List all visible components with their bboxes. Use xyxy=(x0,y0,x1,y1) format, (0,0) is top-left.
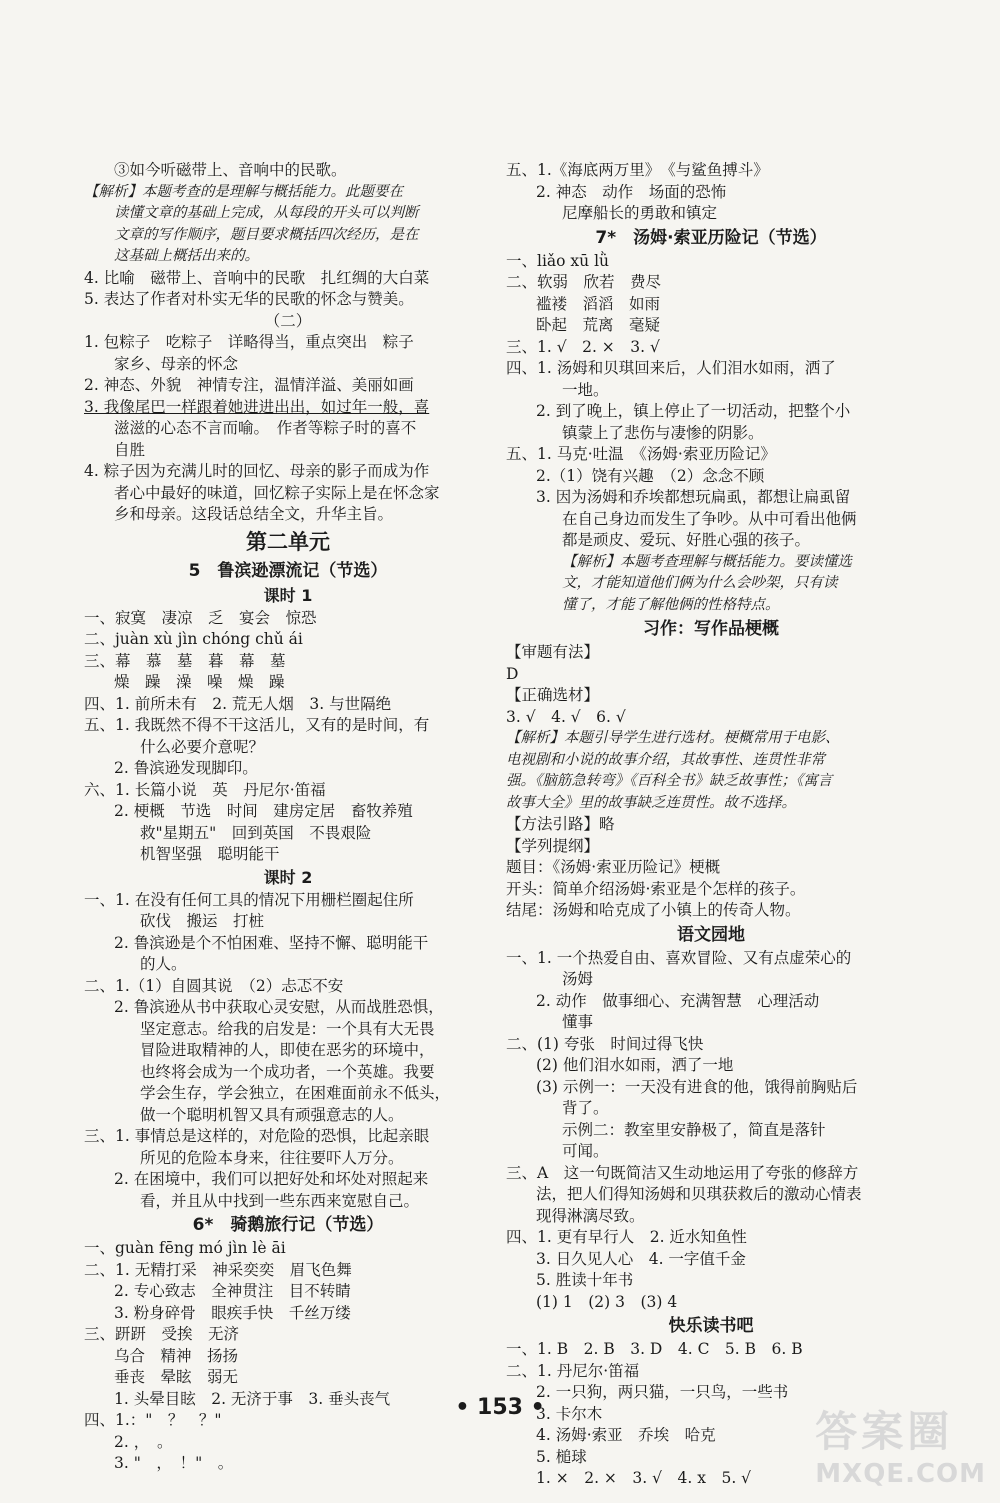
left-line: 救"星期五" 回到英国 不畏艰险 xyxy=(140,823,372,842)
right-line: 背了。 xyxy=(562,1099,609,1117)
left-line: 3. 粉身碎骨 眼疾手快 千丝万缕 xyxy=(114,1303,351,1322)
right-line: 【解析】本题引导学生进行选材。梗概常用于电影、 xyxy=(506,730,840,746)
right-line: 2.（1）饶有兴趣 （2）念念不顾 xyxy=(536,466,765,485)
left-line: 做一个聪明机智又具有顽强意志的人。 xyxy=(140,1105,404,1124)
right-line: 2. 神态 动作 场面的恐怖 xyxy=(536,182,727,201)
right-line: (2) 他们泪水如雨，洒了一地 xyxy=(536,1056,734,1074)
left-line: 二、1.（1）自圆其说 （2）忐忑不安 xyxy=(84,976,344,995)
left-line: 三、幕 慕 墓 暮 幕 墓 xyxy=(84,651,286,670)
right-line: 3. 因为汤姆和乔埃都想玩扁虱，都想让扁虱留 xyxy=(536,488,851,506)
left-line: 1. 包粽子 吃粽子 详略得当，重点突出 粽子 xyxy=(84,333,414,351)
left-line: ③如今听磁带上、音响中的民歌。 xyxy=(114,161,347,179)
right-line: 三、1. √ 2. × 3. √ xyxy=(506,337,660,356)
watermark-logo-text: 答案圈 xyxy=(815,1407,954,1456)
left-line: 文章的写作顺序，题目要求概括四次经历，是在 xyxy=(114,226,419,243)
left-line: 六、1. 长篇小说 英 丹尼尔·笛福 xyxy=(84,780,326,799)
right-line: 二、软弱 欣若 费尽 xyxy=(506,273,662,291)
left-line: 五、1. 我既然不得不干这活儿，又有的是时间，有 xyxy=(84,716,430,734)
right-line: 懂事 xyxy=(562,1013,594,1031)
right-line: 现得淋漓尽致。 xyxy=(536,1206,645,1225)
left-line: 3. " ， ！" 。 xyxy=(114,1454,234,1472)
left-line: 2. 专心致志 全神贯注 目不转睛 xyxy=(114,1282,351,1300)
left-line: 1. 头晕目眩 2. 无济于事 3. 垂头丧气 xyxy=(114,1389,391,1408)
right-line: 4. 汤姆·索亚 乔埃 哈克 xyxy=(536,1426,716,1444)
right-line: 2. 一只狗，两只猫，一只鸟，一些书 xyxy=(536,1383,789,1401)
right-line: 五、1. 马克·吐温 《汤姆·索亚历险记》 xyxy=(506,445,776,463)
right-line: 【审题有法】 xyxy=(506,643,600,661)
left-line: 二、1. 无精打采 神采奕奕 眉飞色舞 xyxy=(84,1260,352,1279)
right-line: 四、1. 汤姆和贝琪回来后，人们泪水如雨，洒了 xyxy=(506,359,836,377)
left-line: 读懂文章的基础上完成，从每段的开头可以判断 xyxy=(114,205,419,221)
left-line: 【解析】本题考查的是理解与概括能力。此题要在 xyxy=(84,183,403,200)
left-line: 4. 比喻 磁带上、音响中的民歌 扎红绸的大白菜 xyxy=(84,268,430,287)
right-line: 1. × 2. × 3. √ 4. x 5. √ xyxy=(536,1469,752,1487)
left-line: 看，并且从中找到一些东西来宽慰自己。 xyxy=(140,1191,420,1210)
left-line: 2. 梗概 节选 时间 建房定居 畜牧养殖 xyxy=(114,802,413,820)
right-line: 7* 汤姆·索亚历险记（节选） xyxy=(595,227,827,248)
right-line: 习作：写作品梗概 xyxy=(643,619,779,639)
left-line: 冒险进取精神的人，即使在恶劣的环境中， xyxy=(140,1041,435,1059)
right-line: 四、1. 更有早行人 2. 近水知鱼性 xyxy=(506,1228,747,1246)
right-line: 3. 卡尔木 xyxy=(536,1404,603,1423)
left-line: 2. 鲁滨逊从书中获取心灵安慰，从而战胜恐惧， xyxy=(114,998,444,1016)
left-line: 学会生存，学会独立，在困难面前永不低头， xyxy=(140,1084,451,1102)
left-line: 3. 我像尾巴一样跟着她进进出出，如过年一般，喜 xyxy=(84,397,430,416)
right-line: 【解析】本题考查理解与概括能力。要读懂选 xyxy=(562,553,852,570)
left-line: 砍伐 搬运 打桩 xyxy=(140,912,265,930)
right-line: 汤姆 xyxy=(562,970,594,988)
right-line: 题目：《汤姆·索亚历险记》梗概 xyxy=(506,858,721,876)
left-column xyxy=(84,160,492,1475)
left-line: 什么必要介意呢？ xyxy=(140,737,265,756)
left-line: （二） xyxy=(264,311,312,330)
right-line: 故事大全》里的故事缺乏连贯性。故不选择。 xyxy=(506,794,796,811)
left-line: 二、juàn xù jìn chóng chǔ ái xyxy=(84,630,303,648)
left-line: 5 鲁滨逊漂流记（节选） xyxy=(188,560,388,581)
left-line: 滋滋的心态不言而喻。 作者等粽子时的喜不 xyxy=(114,419,417,437)
left-line: 课时 2 xyxy=(263,867,313,887)
left-line: 机智坚强 聪明能干 xyxy=(140,845,280,863)
right-column xyxy=(506,160,916,1490)
right-line: 法，把人们得知汤姆和贝琪获救后的激动心情表 xyxy=(536,1185,862,1203)
right-line: 一地。 xyxy=(562,380,609,399)
watermark xyxy=(815,1399,986,1489)
left-line: 2. 在困境中，我们可以把好处和坏处对照起来 xyxy=(114,1170,429,1188)
right-line: 都是顽皮、爱玩、好胜心强的孩子。 xyxy=(562,531,811,549)
right-line: 五、1.《海底两万里》 《与鲨鱼搏斗》 xyxy=(506,161,769,179)
right-line: 二、1. 丹尼尔·笛福 xyxy=(506,1361,640,1380)
right-line: 文，才能知道他们俩为什么会吵架，只有读 xyxy=(562,575,838,591)
left-line: 者心中最好的味道，回忆粽子实际上是在怀念家 xyxy=(114,483,440,502)
left-line: 四、1. 前所未有 2. 荒无人烟 3. 与世隔绝 xyxy=(84,694,392,713)
right-line: 电视剧和小说的故事介绍，其故事性、连贯性非常 xyxy=(506,751,825,768)
right-line: 快乐读书吧 xyxy=(668,1316,754,1336)
left-line: 2. 神态、外貌 神情专注，温情洋溢、美丽如画 xyxy=(84,376,414,394)
left-line: 乡和母亲。这段话总结全文，升华主旨。 xyxy=(114,505,394,523)
right-line: 【正确选材】 xyxy=(506,686,600,704)
right-line: 3. 日久见人心 4. 一字值千金 xyxy=(536,1249,746,1268)
right-line: 一、liǎo xū lǜ xyxy=(506,251,610,270)
left-line: 2. ， 。 xyxy=(114,1432,173,1451)
left-line: 一、寂寞 凄凉 乏 宴会 惊恐 xyxy=(84,608,317,627)
left-line: 垂丧 晕眩 弱无 xyxy=(114,1368,239,1386)
right-line: 褴褛 滔滔 如雨 xyxy=(536,294,661,313)
right-line: 开头：简单介绍汤姆·索亚是个怎样的孩子。 xyxy=(506,879,806,898)
left-line: 6* 骑鹅旅行记（节选） xyxy=(192,1215,384,1235)
left-line: 4. 粽子因为充满儿时的回忆、母亲的影子而成为作 xyxy=(84,462,430,480)
left-line: 2. 鲁滨逊是个不怕困难、坚持不懈、聪明能干 xyxy=(114,933,429,952)
right-line: (3) 示例一：一天没有进食的他，饿得前胸贴后 xyxy=(536,1077,858,1096)
left-line: 自胜 xyxy=(114,440,146,459)
right-line: 卧起 荒离 毫疑 xyxy=(536,316,661,334)
right-line: D xyxy=(506,664,519,683)
right-line: 强。《脑筋急转弯》《百科全书》缺乏故事性；《寓言 xyxy=(506,773,833,789)
right-line: 5. 槌球 xyxy=(536,1447,587,1466)
right-line: 可闻。 xyxy=(562,1142,609,1160)
left-line: 课时 1 xyxy=(263,585,313,605)
left-line: 坚定意志。给我的启发是：一个具有大无畏 xyxy=(140,1019,435,1038)
page-number: • 153 • xyxy=(455,1395,545,1420)
watermark-url: MXQE.COM xyxy=(815,1459,986,1489)
right-line: 懂了，才能了解他俩的性格特点。 xyxy=(562,596,780,613)
right-line: 镇蒙上了悲伤与凄惨的阴影。 xyxy=(562,423,764,442)
left-line: 乌合 精神 扬扬 xyxy=(114,1346,239,1365)
right-line: 【学列提纲】 xyxy=(506,836,600,855)
right-line: 在自己身边而发生了争吵。从中可看出他俩 xyxy=(562,509,857,528)
left-line: 这基础上概括出来的。 xyxy=(114,248,259,264)
left-line: 的人。 xyxy=(140,955,187,973)
left-line: 2. 鲁滨逊发现脚印。 xyxy=(114,759,258,777)
left-line: 三、1. 事情总是这样的，对危险的恐惧，比起亲眼 xyxy=(84,1127,430,1145)
right-line: 尼摩船长的勇敢和镇定 xyxy=(562,204,718,222)
left-line: 三、趼趼 受挨 无济 xyxy=(84,1325,240,1343)
right-line: 二、(1) 夸张 时间过得飞快 xyxy=(506,1034,704,1053)
left-line: 也终将会成为一个成功者，一个英雄。我要 xyxy=(140,1062,435,1081)
right-line: 5. 胜读十年书 xyxy=(536,1271,634,1289)
right-line: 结尾：汤姆和哈克成了小镇上的传奇人物。 xyxy=(506,901,801,919)
left-line: 一、1. 在没有任何工具的情况下用栅栏圈起住所 xyxy=(84,890,414,909)
left-line: 四、1.：" ？ ？" xyxy=(84,1411,222,1429)
left-line: 5. 表达了作者对朴实无华的民歌的怀念与赞美。 xyxy=(84,290,414,308)
right-line: 三、A 这一句既简洁又生动地运用了夸张的修辞方 xyxy=(506,1163,859,1182)
right-line: 示例二：教室里安静极了，简直是落针 xyxy=(562,1120,826,1139)
left-line: 第二单元 xyxy=(246,529,330,554)
right-line: (1) 1 (2) 3 (3) 4 xyxy=(536,1292,678,1311)
right-line: 2. 动作 做事细心、充满智慧 心理活动 xyxy=(536,991,820,1010)
right-line: 2. 到了晚上，镇上停止了一切活动，把整个小 xyxy=(536,402,851,420)
left-line: 燥 躁 澡 噪 燥 躁 xyxy=(114,673,285,691)
right-line: 【方法引路】略 xyxy=(506,815,615,833)
left-line: 家乡、母亲的怀念 xyxy=(114,354,239,373)
right-line: 一、1. 一个热爱自由、喜欢冒险、又有点虚荣心的 xyxy=(506,948,852,967)
right-line: 一、1. B 2. B 3. D 4. C 5. B 6. B xyxy=(506,1340,803,1358)
right-line: 3. √ 4. √ 6. √ xyxy=(506,707,626,726)
left-line: 一、guàn fēng mó jìn lè āi xyxy=(84,1239,286,1257)
left-line: 所见的危险本身来，往往要吓人万分。 xyxy=(140,1148,404,1167)
right-line: 语文园地 xyxy=(677,924,745,945)
